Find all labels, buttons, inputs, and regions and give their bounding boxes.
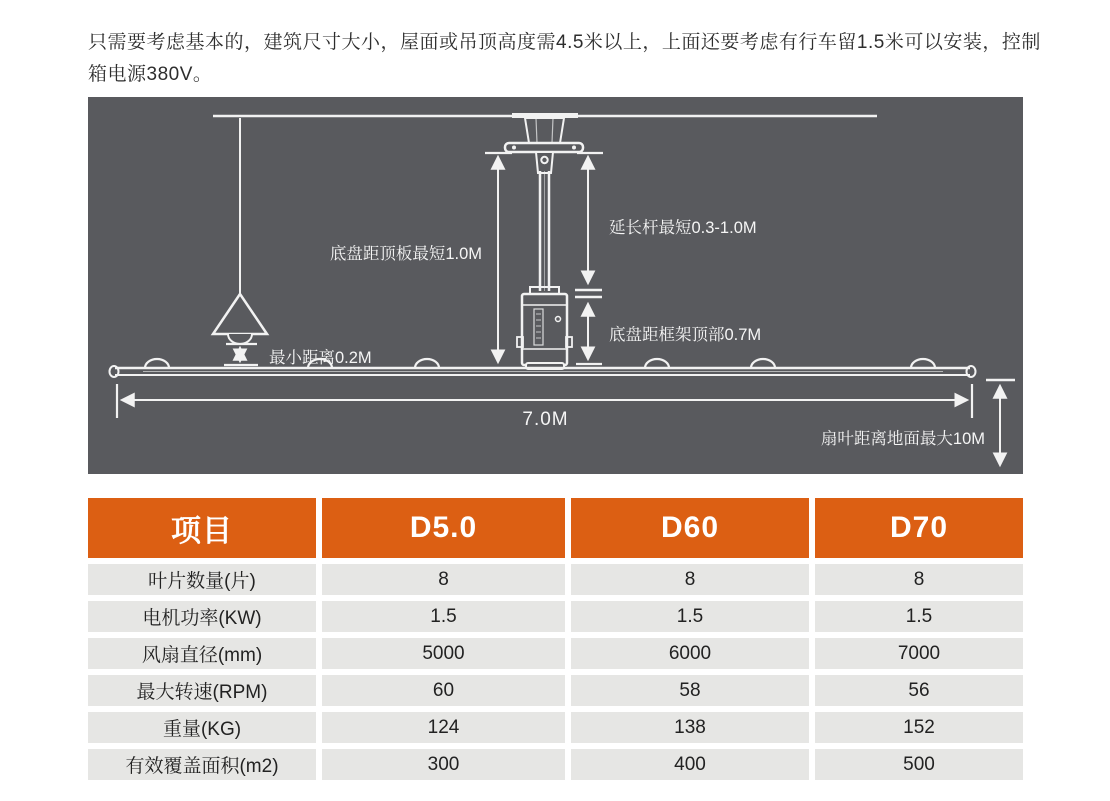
mount-flange — [505, 143, 583, 152]
spec-value: 138 — [571, 712, 809, 743]
dim-label-min-distance: 最小距离0.2M — [269, 349, 372, 367]
lamp-cone — [213, 294, 267, 334]
column-header-d60: D60 — [571, 498, 809, 558]
spec-value: 300 — [322, 749, 565, 780]
spec-value: 5000 — [322, 638, 565, 669]
spec-row-label: 最大转速(RPM) — [88, 675, 316, 706]
spec-value: 8 — [815, 564, 1023, 595]
spec-table — [88, 498, 1023, 780]
spec-value: 6000 — [571, 638, 809, 669]
spec-value: 60 — [322, 675, 565, 706]
spec-value: 1.5 — [815, 601, 1023, 632]
column-header-d70: D70 — [815, 498, 1023, 558]
spec-value: 152 — [815, 712, 1023, 743]
spec-value: 500 — [815, 749, 1023, 780]
spec-row-label: 电机功率(KW) — [88, 601, 316, 632]
spec-row-label: 风扇直径(mm) — [88, 638, 316, 669]
intro-text: 只需要考虑基本的，建筑尺寸大小，屋面或吊顶高度需4.5米以上，上面还要考虑有行车留1.5米可以安装，控制箱电源380V。 — [88, 32, 1041, 85]
mount-posts — [525, 118, 564, 143]
dim-label-extension-rod: 延长杆最短0.3-1.0M — [609, 219, 757, 237]
spec-value: 8 — [571, 564, 809, 595]
spec-value: 124 — [322, 712, 565, 743]
blade-tip-right — [967, 366, 976, 377]
spec-value: 400 — [571, 749, 809, 780]
column-header-item: 项目 — [88, 498, 316, 558]
spec-row-label: 重量(KG) — [88, 712, 316, 743]
spec-row-label: 叶片数量(片) — [88, 564, 316, 595]
fan-installation-diagram — [88, 97, 1023, 474]
spec-value: 1.5 — [571, 601, 809, 632]
dim-label-chassis-to-frame: 底盘距框架顶部0.7M — [609, 326, 762, 344]
blade-tip-left — [110, 366, 119, 377]
spec-row-label: 有效覆盖面积(m2) — [88, 749, 316, 780]
dim-label-blade-to-ground: 扇叶距离地面最大10M — [820, 430, 985, 448]
dim-label-fan-diameter: 7.0M — [522, 409, 569, 430]
dim-label-chassis-to-ceiling: 底盘距顶板最短1.0M — [329, 245, 482, 263]
spec-value: 56 — [815, 675, 1023, 706]
spec-value: 7000 — [815, 638, 1023, 669]
column-header-d50: D5.0 — [322, 498, 565, 558]
spec-value: 58 — [571, 675, 809, 706]
spec-value: 8 — [322, 564, 565, 595]
lamp-bulb — [228, 334, 252, 344]
spec-value: 1.5 — [322, 601, 565, 632]
